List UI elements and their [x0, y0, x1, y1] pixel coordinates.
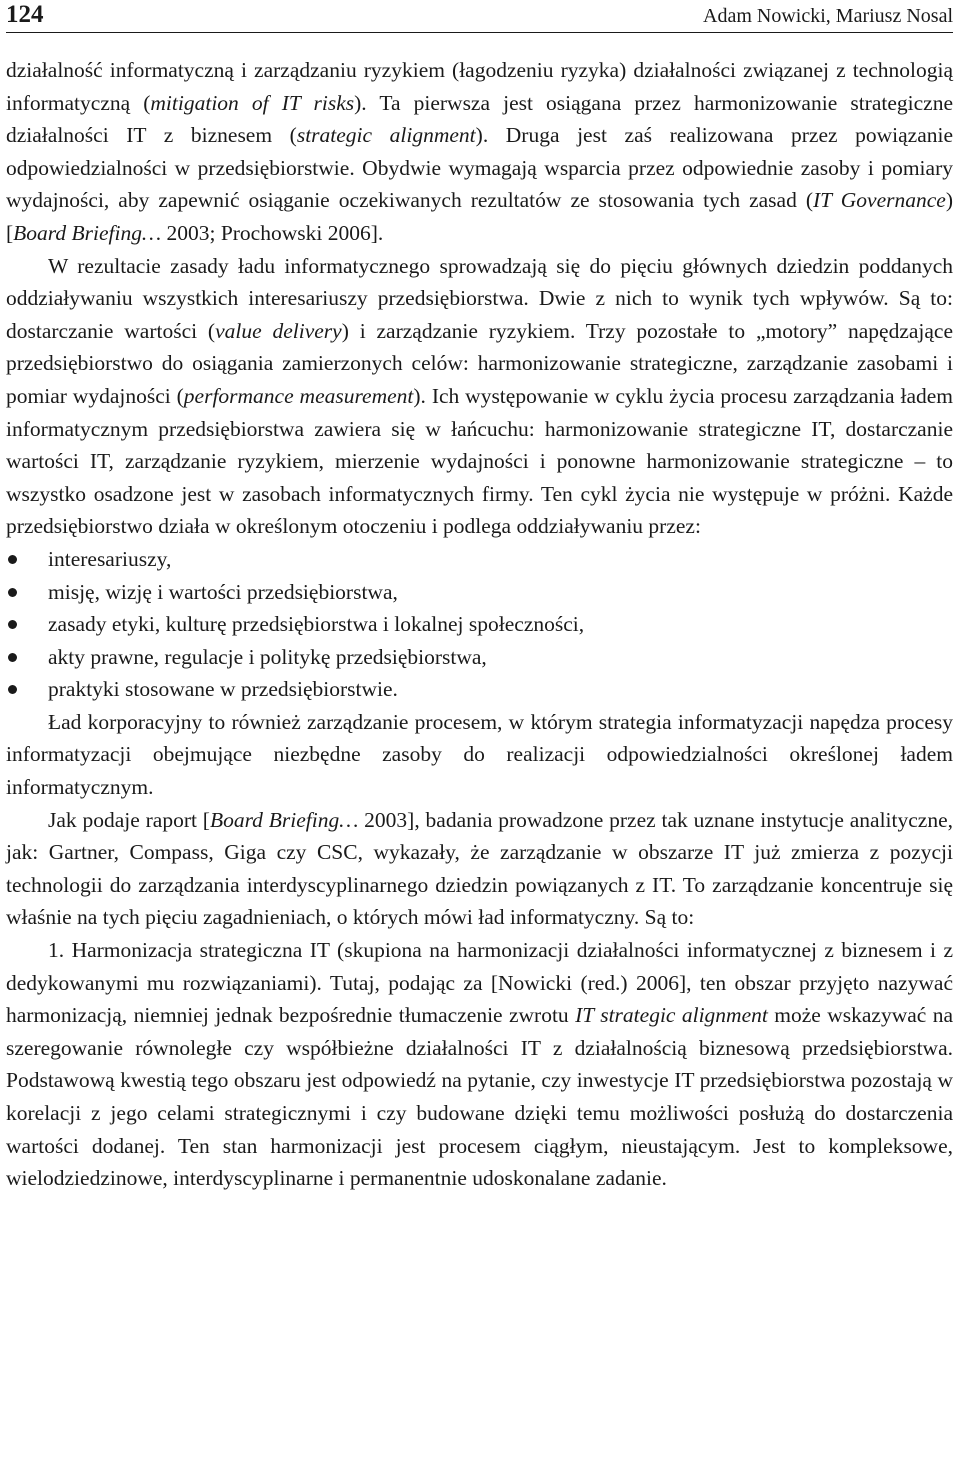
paragraph: [6, 706, 953, 804]
italic-text: IT Governance: [813, 188, 946, 213]
text-run: może wskazywać na szeregowanie równoległe czy współbieżne działalności IT z działalnością biznesową przedsiębiorstwa. Podstawową kwestią tego obszaru jest odpowiedź na pytanie, czy inwestycje IT przedsiębiorstwa pozostają w korelacji z jego celami strategicznymi i czy budowane dzięki temu możliwości posłużą do dostarczenia wartości dodanej. Ten stan harmonizacji jest procesem ciągłym, nieustającym. Jest to kompleksowe, wielodziedzinowe, interdyscyplinarne i permanentnie udoskonalane zadanie.: [6, 1003, 953, 1191]
page-number: 124: [6, 1, 44, 28]
bullet-icon: [8, 555, 17, 564]
running-title: Adam Nowicki, Mariusz Nosal: [703, 5, 953, 27]
bullet-list: [6, 543, 953, 706]
running-head: [6, 0, 953, 33]
paragraph: [6, 250, 953, 543]
paragraph: [6, 934, 953, 1195]
italic-text: strategic alignment: [296, 123, 476, 148]
text-run: ). Druga jest zaś realizowana przez powiązanie odpowiedzialności w przedsiębiorstwie. Obydwie wymagają wsparcia przez odpowiednie zasoby i pomiary wydajności, aby zapewnić osiąganie oczekiwanych rezultatów ze stosowania tych zasad (: [6, 123, 954, 213]
italic-text: mitigation of IT risks: [150, 90, 355, 115]
text-run: 2003], badania prowadzone przez tak uznane instytucje analityczne, jak: Gartner, Compass, Giga czy CSC, wykazały, że zarządzanie w obszarze IT już zmierza z pozycji technologii do zarządzania interdyscyplinarnego dziedzin powiązanych z IT. To zarządzanie koncentruje się właśnie na tych pięciu zagadnieniach, o których mówi ład informatyczny. Są to:: [6, 807, 953, 930]
italic-text: Board Briefing…: [209, 807, 359, 832]
bullet-item: misję, wizję i wartości przedsiębiorstwa,: [6, 576, 953, 609]
italic-text: IT strategic alignment: [575, 1003, 768, 1028]
italic-text: Board Briefing…: [13, 220, 162, 245]
text-run: ) i zarządzanie ryzykiem. Trzy pozostałe to „motory” napędzające przedsiębiorstwo do osiągania zamierzonych celów: harmonizowanie strategiczne, zarządzanie zasobami i pomiar wydajności (: [6, 318, 954, 408]
bullet-icon: [8, 588, 17, 597]
bullet-item: akty prawne, regulacje i politykę przedsiębiorstwa,: [6, 641, 953, 674]
text-run: ). Ta pierwsza jest osiągana przez harmonizowanie strategiczne działalności IT z biznesem (: [6, 90, 953, 148]
bullet-icon: [8, 653, 17, 662]
text-run: ) [: [6, 188, 953, 245]
paragraph: [6, 54, 953, 250]
italic-text: performance measurement: [183, 383, 414, 408]
text-run: Ład korporacyjny to również zarządzanie procesem, w którym strategia informatyzacji napędza procesy informatyzacji obejmujące niezbędne zasoby do realizacji odpowiedzialności określonej ładem informatycznym.: [6, 709, 953, 800]
bullet-item: interesariuszy,: [6, 543, 953, 576]
bullet-item: zasady etyki, kulturę przedsiębiorstwa i lokalnej społeczności,: [6, 608, 953, 641]
italic-text: value delivery: [215, 318, 342, 343]
body-text: [6, 54, 953, 1195]
paragraph: [6, 804, 953, 934]
bullet-item: praktyki stosowane w przedsiębiorstwie.: [6, 673, 953, 706]
text-run: Jak podaje raport [: [48, 807, 210, 832]
text-run: ). Ich występowanie w cyklu życia procesu zarządzania ładem informatycznym przedsiębiorstwa zawiera się w łańcuchu: harmonizowanie strategiczne IT, dostarczanie wartości IT, zarządzanie ryzykiem, mierzenie wydajności i ponowne harmonizowanie strategiczne – to wszystko osadzone jest w zasobach informatycznych firmy. Ten cykl życia nie występuje w próżni. Każde przedsiębiorstwo działa w określonym otoczeniu i podlega oddziaływaniu przez:: [6, 383, 954, 539]
text-run: 2003; Prochowski 2006].: [161, 220, 384, 245]
text-run: działalność informatyczną i zarządzaniu ryzykiem (łagodzeniu ryzyka) działalności związanej z technologią informatyczną (: [6, 58, 953, 115]
text-run: 1. Harmonizacja strategiczna IT (skupiona na harmonizacji działalności informatycznej z biznesem i z dedykowanymi mu rozwiązaniami). Tutaj, podając za [Nowicki (red.) 2006], ten obszar przyjęto nazywać harmonizacją, niemniej jednak bezpośrednie tłumaczenie zwrotu: [6, 938, 953, 1028]
bullet-icon: [8, 620, 17, 629]
bullet-icon: [8, 685, 17, 694]
text-run: W rezultacie zasady ładu informatycznego sprowadzają się do pięciu głównych dziedzin poddanych oddziaływaniu wszystkich interesariuszy przedsiębiorstwa. Dwie z nich to wynik tych wpływów. Są to: dostarczanie wartości (: [6, 253, 953, 343]
